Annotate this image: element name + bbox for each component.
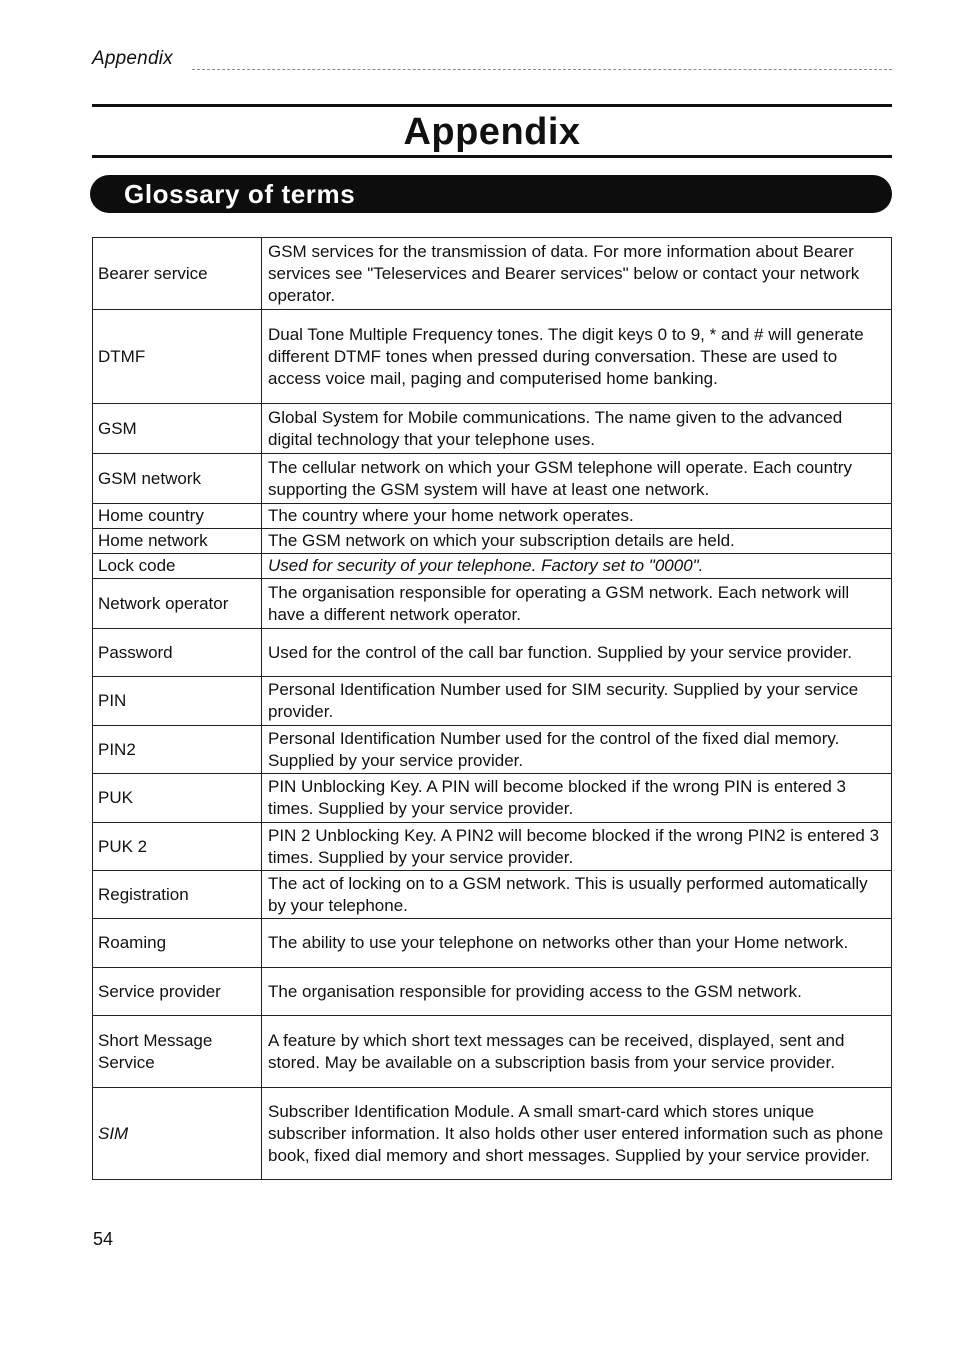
table-row	[93, 774, 892, 823]
table-row	[93, 454, 892, 504]
glossary-term: Home country	[93, 504, 262, 529]
table-row	[93, 310, 892, 404]
glossary-definition: PIN 2 Unblocking Key. A PIN2 will become blocked if the wrong PIN2 is entered 3 times. Supplied by your service provider.	[262, 823, 892, 871]
glossary-term: Short Message Service	[93, 1016, 262, 1088]
glossary-term: SIM	[93, 1088, 262, 1180]
title-rule-top	[92, 104, 892, 107]
glossary-definition: The ability to use your telephone on networks other than your Home network.	[262, 919, 892, 968]
table-row	[93, 1016, 892, 1088]
table-row	[93, 726, 892, 774]
title-rule-bottom	[92, 155, 892, 158]
glossary-term: Registration	[93, 871, 262, 919]
glossary-term: GSM network	[93, 454, 262, 504]
glossary-definition: Used for security of your telephone. Factory set to "0000".	[262, 554, 892, 579]
glossary-definition: Personal Identification Number used for the control of the fixed dial memory. Supplied by your service provider.	[262, 726, 892, 774]
table-row	[93, 823, 892, 871]
glossary-definition: The organisation responsible for operating a GSM network. Each network will have a different network operator.	[262, 579, 892, 629]
glossary-term: PUK	[93, 774, 262, 823]
glossary-term: Password	[93, 629, 262, 677]
glossary-definition: Dual Tone Multiple Frequency tones. The digit keys 0 to 9, * and # will generate different DTMF tones when pressed during conversation. These are used to access voice mail, paging and computerised home banking.	[262, 310, 892, 404]
glossary-definition: The country where your home network operates.	[262, 504, 892, 529]
glossary-term: GSM	[93, 404, 262, 454]
page-title: Appendix	[403, 111, 581, 153]
glossary-definition: GSM services for the transmission of data. For more information about Bearer services see "Teleservices and Bearer services" below or contact your network operator.	[262, 238, 892, 310]
running-header-title: Appendix	[92, 48, 179, 70]
table-row	[93, 238, 892, 310]
table-row	[93, 504, 892, 529]
glossary-term: PIN2	[93, 726, 262, 774]
glossary-definition: Subscriber Identification Module. A small smart-card which stores unique subscriber information. It also holds other user entered information such as phone book, fixed dial memory and short messages. Supplied by your service provider.	[262, 1088, 892, 1180]
table-row	[93, 554, 892, 579]
table-row	[93, 629, 892, 677]
glossary-definition: PIN Unblocking Key. A PIN will become blocked if the wrong PIN is entered 3 times. Supplied by your service provider.	[262, 774, 892, 823]
glossary-definition: Global System for Mobile communications. The name given to the advanced digital technology that your telephone uses.	[262, 404, 892, 454]
glossary-term: Roaming	[93, 919, 262, 968]
table-row	[93, 579, 892, 629]
running-header	[92, 48, 892, 74]
glossary-table	[92, 237, 892, 1180]
glossary-term: PIN	[93, 677, 262, 726]
table-row	[93, 404, 892, 454]
table-row	[93, 919, 892, 968]
table-row	[93, 968, 892, 1016]
page-number: 54	[93, 1229, 114, 1249]
running-header-rule	[192, 69, 892, 70]
glossary-definition: Used for the control of the call bar function. Supplied by your service provider.	[262, 629, 892, 677]
glossary-term: PUK 2	[93, 823, 262, 871]
glossary-definition: A feature by which short text messages can be received, displayed, sent and stored. May be available on a subscription basis from your service provider.	[262, 1016, 892, 1088]
glossary-definition: The organisation responsible for providing access to the GSM network.	[262, 968, 892, 1016]
table-row	[93, 871, 892, 919]
glossary-definition: The cellular network on which your GSM telephone will operate. Each country supporting the GSM system will have at least one network.	[262, 454, 892, 504]
table-row	[93, 677, 892, 726]
section-heading: Glossary of terms	[124, 179, 356, 209]
glossary-definition: Personal Identification Number used for SIM security. Supplied by your service provider.	[262, 677, 892, 726]
glossary-term: DTMF	[93, 310, 262, 404]
glossary-definition: The act of locking on to a GSM network. This is usually performed automatically by your telephone.	[262, 871, 892, 919]
glossary-term: Service provider	[93, 968, 262, 1016]
table-row	[93, 529, 892, 554]
glossary-term: Home network	[93, 529, 262, 554]
table-row	[93, 1088, 892, 1180]
section-heading-bar	[90, 175, 892, 213]
glossary-term: Network operator	[93, 579, 262, 629]
glossary-term: Bearer service	[93, 238, 262, 310]
glossary-definition: The GSM network on which your subscription details are held.	[262, 529, 892, 554]
glossary-term: Lock code	[93, 554, 262, 579]
